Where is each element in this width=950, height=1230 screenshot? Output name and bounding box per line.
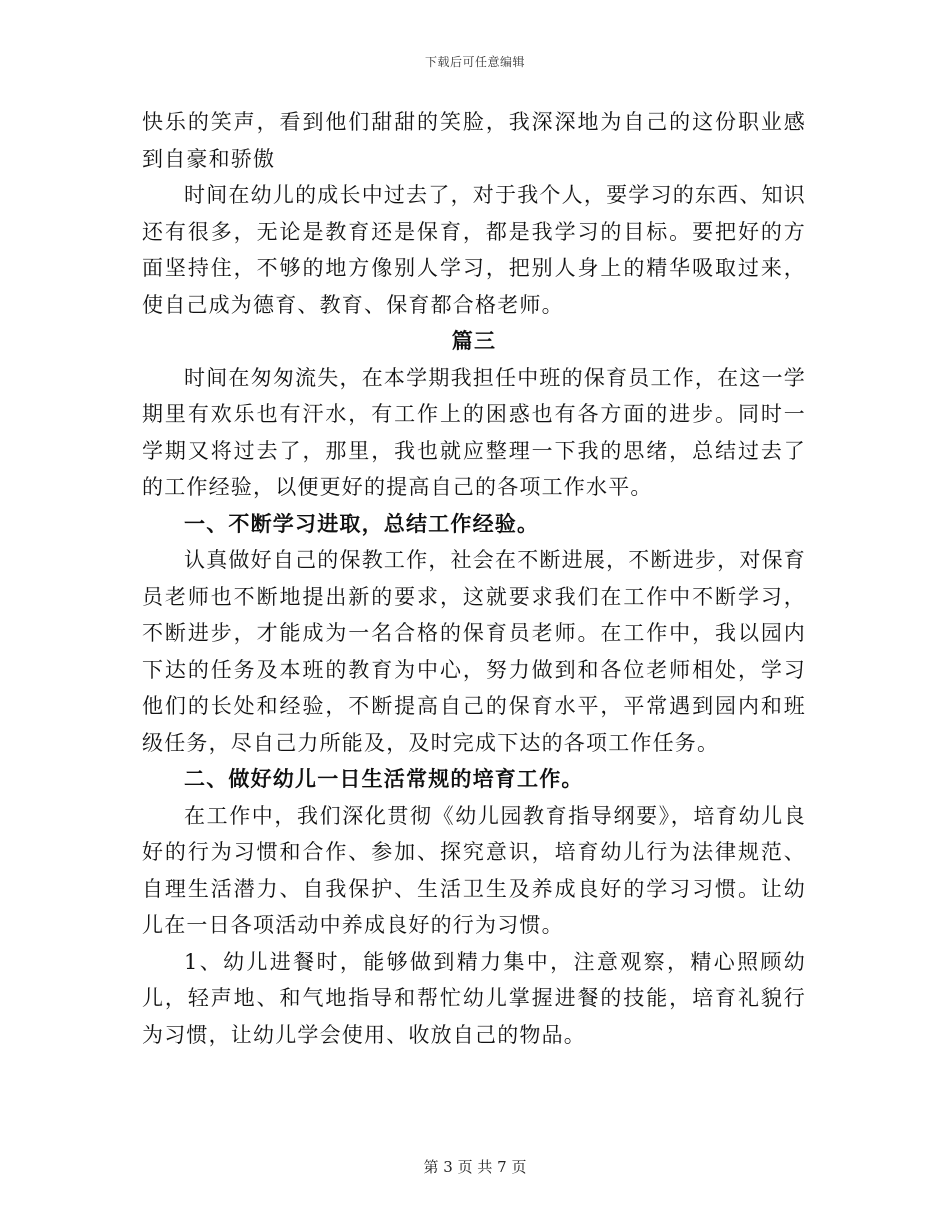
paragraph-section-1: 认真做好自己的保教工作，社会在不断进展，不断进步，对保育员老师也不断地提出新的要求，这就要求我们在工作中不断学习，不断进步，才能成为一名合格的保育员老师。在工作中，我以园内下达的任务及本班的教育为中心，努力做到和各位老师相处，学习他们的长处和经验，不断提高自己的保育水平，平常遇到园内和班级任务，尽自己力所能及，及时完成下达的各项工作任务。 xyxy=(142,548,806,755)
section-heading-1: 一、不断学习进取，总结工作经验。 xyxy=(184,510,540,536)
paragraph-item-1: 1、幼儿进餐时，能够做到精力集中，注意观察，精心照顾幼儿，轻声地、和气地指导和帮忙幼儿掌握进餐的技能，培育礼貌行为习惯，让幼儿学会使用、收放自己的物品。 xyxy=(142,949,806,1047)
paragraph-learning-goals: 时间在幼儿的成长中过去了，对于我个人，要学习的东西、知识还有很多，无论是教育还是保育，都是我学习的目标。要把好的方面坚持住，不够的地方像别人学习，把别人身上的精华吸取过来，使自己成为德育、教育、保育都合格老师。 xyxy=(142,183,806,317)
page-header-note: 下载后可任意编辑 xyxy=(424,55,525,69)
paragraph-continuation: 快乐的笑声，看到他们甜甜的笑脸，我深深地为自己的这份职业感到自豪和骄傲 xyxy=(142,110,806,171)
section-heading-2: 二、做好幼儿一日生活常规的培育工作。 xyxy=(184,766,584,791)
document-body xyxy=(142,104,806,1053)
page-number: 第 3 页 共 7 页 xyxy=(423,1158,527,1176)
chapter-heading: 篇三 xyxy=(451,328,497,353)
paragraph-section-2: 在工作中，我们深化贯彻《幼儿园教育指导纲要》，培育幼儿良好的行为习惯和合作、参加、探究意识，培育幼儿行为法律规范、自理生活潜力、自我保护、生活卫生及养成良好的学习习惯。让幼儿在一日各项活动中养成良好的行为习惯。 xyxy=(142,803,806,937)
paragraph-intro: 时间在匆匆流失，在本学期我担任中班的保育员工作，在这一学期里有欢乐也有汗水，有工作上的困惑也有各方面的进步。同时一学期又将过去了，那里，我也就应整理一下我的思绪，总结过去了的工作经验，以便更好的提高自己的各项工作水平。 xyxy=(142,365,806,499)
